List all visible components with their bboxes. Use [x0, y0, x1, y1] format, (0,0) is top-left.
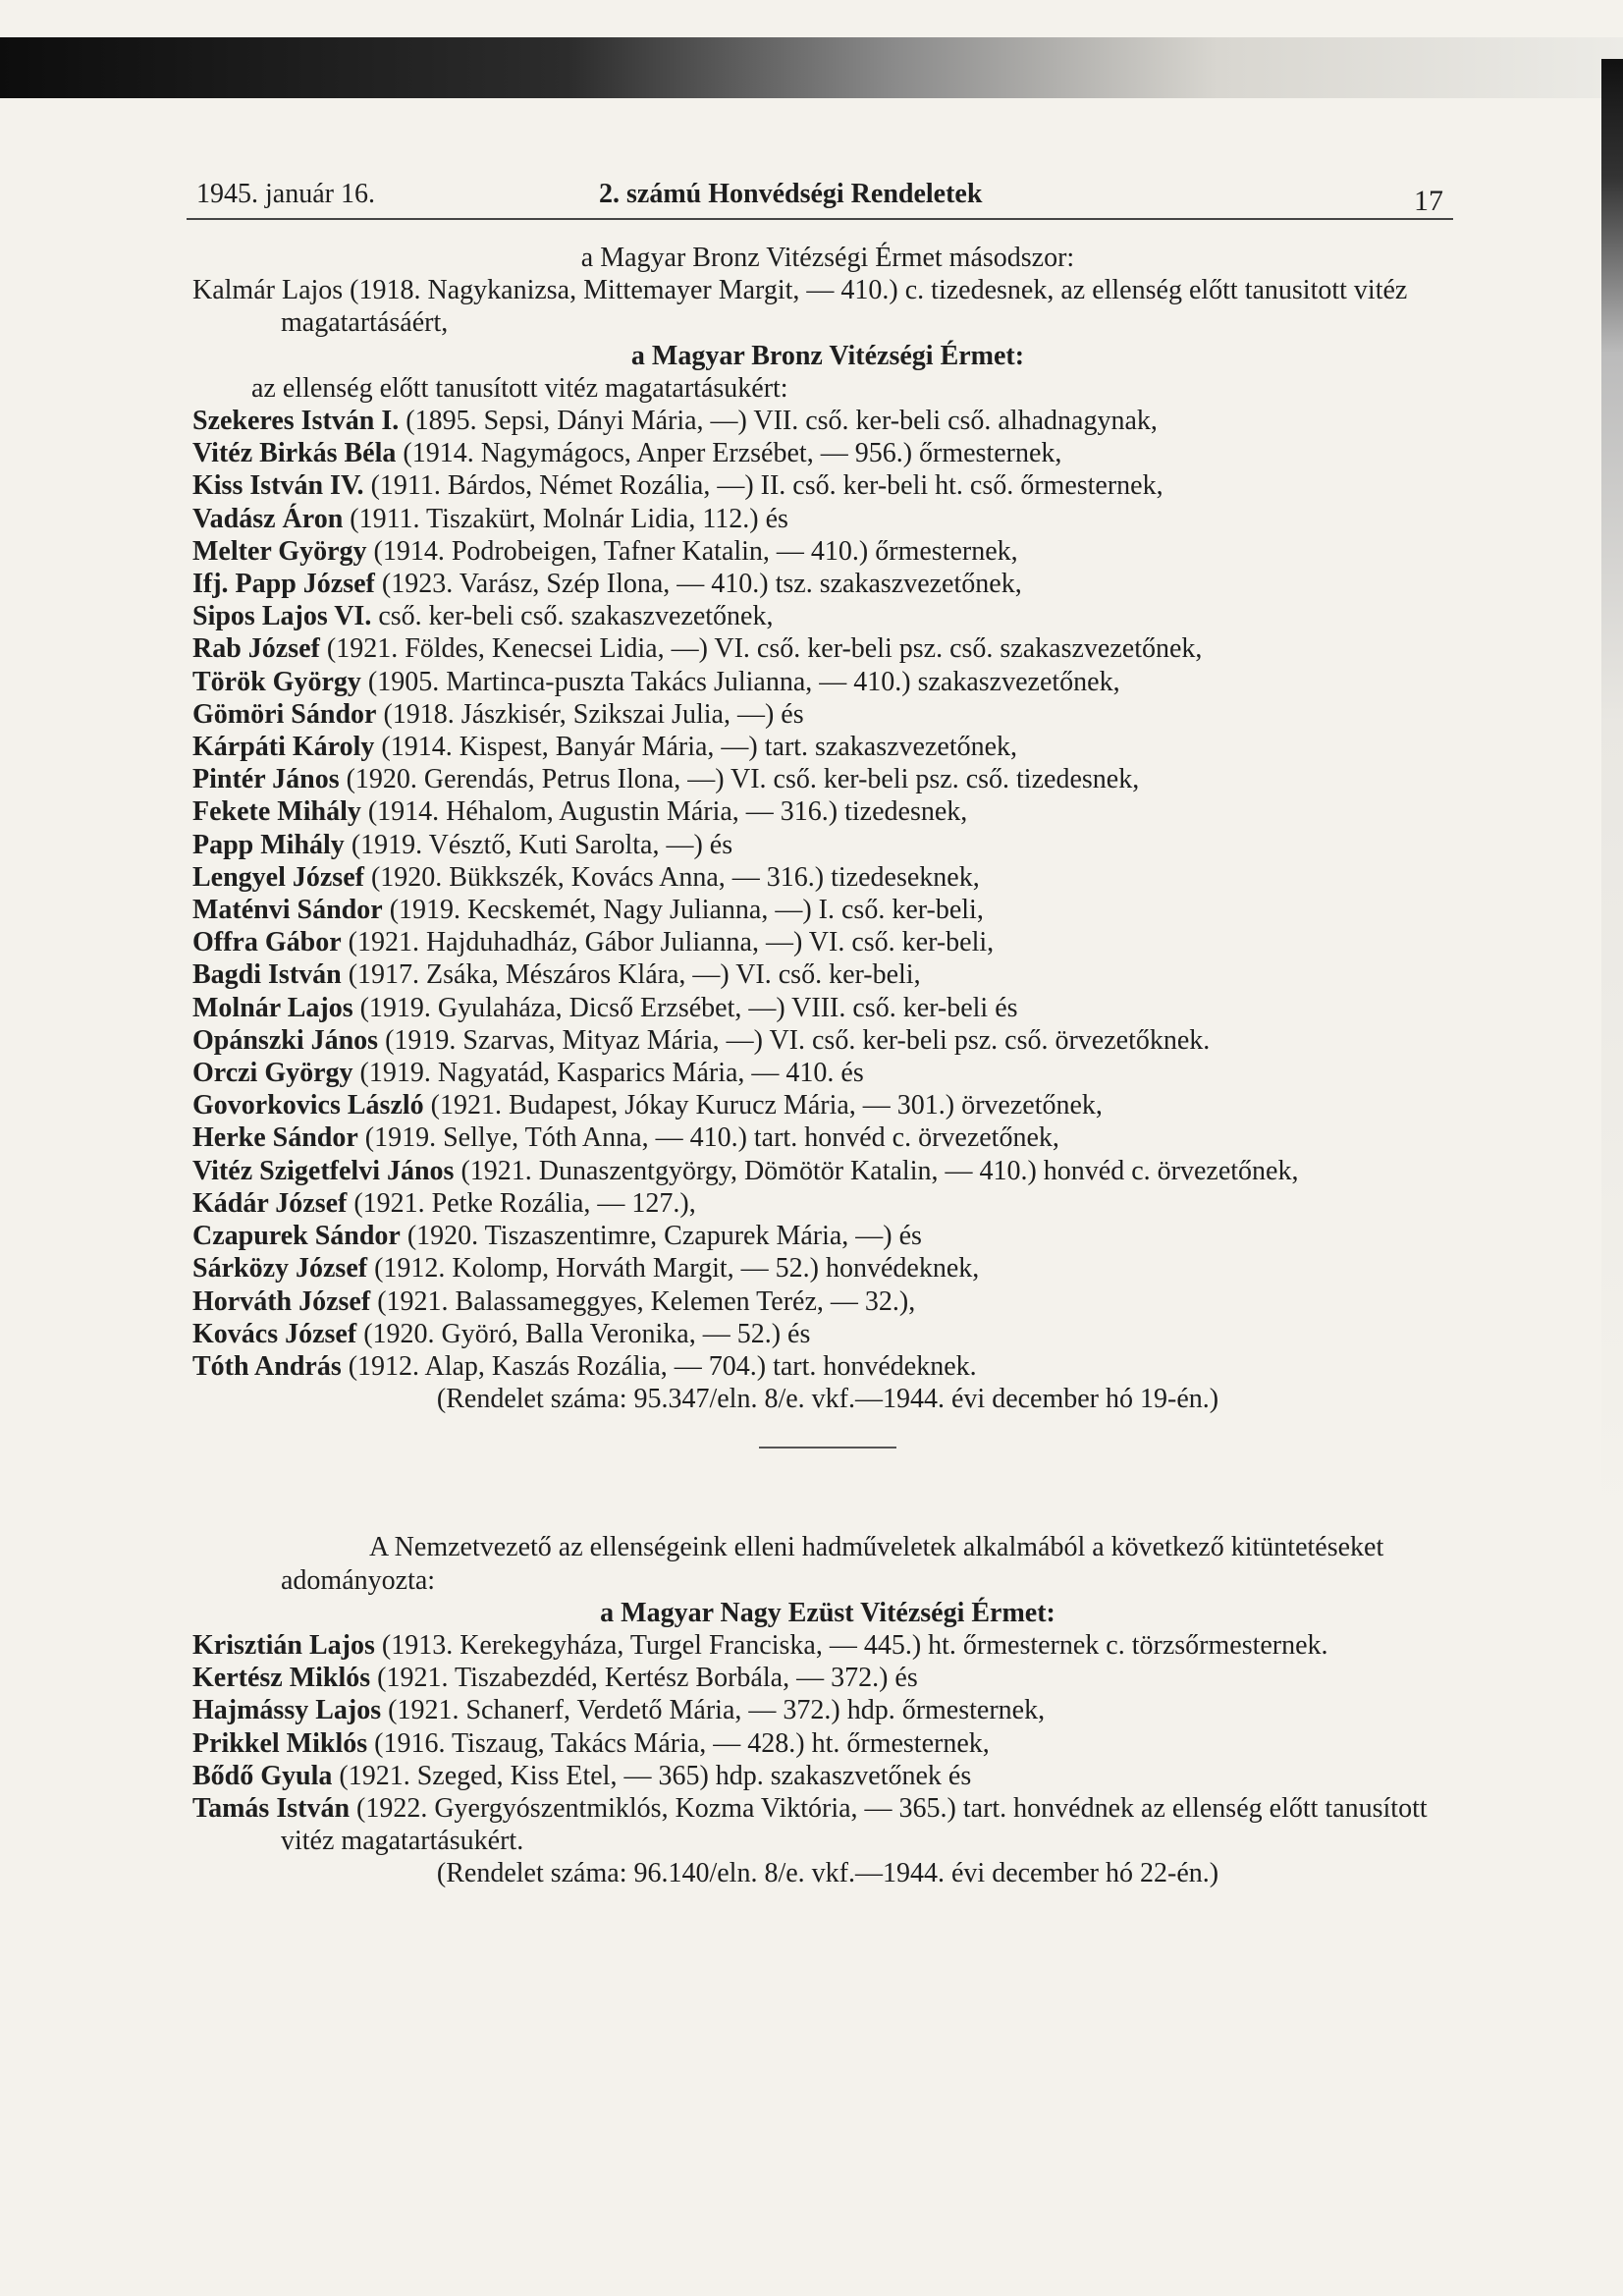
- recipient-name: Kovács József: [192, 1318, 357, 1349]
- award-entry: [192, 829, 1463, 861]
- header-title: 2. számú Honvédségi Rendeletek: [599, 179, 983, 209]
- award-entry: [192, 1220, 1463, 1252]
- recipient-details: (1911. Bárdos, Német Rozália, —) II. cső. ker-beli ht. cső. őrmesternek,: [363, 470, 1163, 502]
- recipient-details: (1918. Jászkisér, Szikszai Julia, —) és: [376, 698, 804, 730]
- award-entry: [192, 1057, 1463, 1089]
- recipient-name: Sipos Lajos VI.: [192, 601, 372, 632]
- recipient-details: (1919. Vésztő, Kuti Sarolta, —) és: [344, 829, 733, 860]
- section-heading-bronze: a Magyar Bronz Vitézségi Érmet:: [630, 340, 1025, 371]
- recipient-details: (1919. Kecskemét, Nagy Julianna, —) I. cső. ker-beli,: [382, 895, 984, 926]
- section-divider: [759, 1447, 896, 1449]
- recipient-name: Kalmár Lajos: [192, 275, 344, 306]
- recipient-name: Melter György: [192, 535, 367, 567]
- recipient-name: Molnár Lajos: [192, 992, 353, 1023]
- recipient-name: Prikkel Miklós: [192, 1727, 368, 1759]
- award-entry: [192, 795, 1463, 828]
- header-date: 1945. január 16.: [196, 179, 375, 209]
- recipient-details: (1921. Petke Rozália, — 127.),: [347, 1187, 696, 1219]
- recipient-name: Bagdi István: [192, 959, 342, 991]
- recipient-name: Gömöri Sándor: [192, 698, 377, 730]
- recipient-details: (1920. Tiszaszentimre, Czapurek Mária, —) és: [400, 1221, 922, 1252]
- award-entry: [192, 1350, 1463, 1383]
- award-entry: [192, 894, 1463, 926]
- recipient-details: (1920. Bükkszék, Kovács Anna, — 316.) tizedeseknek,: [363, 861, 980, 893]
- award-entry: [192, 666, 1463, 698]
- recipient-name: Kárpáti Károly: [192, 732, 375, 763]
- award-entry: [192, 600, 1463, 632]
- scan-artifact-top: [0, 37, 1623, 98]
- recipient-details: (1917. Zsáka, Mészáros Klára, —) VI. cső. ker-beli,: [341, 959, 921, 991]
- recipient-details: (1921. Földes, Kenecsei Lidia, —) VI. cső. ker-beli psz. cső. szakaszvezetőnek,: [319, 633, 1203, 665]
- recipient-details: (1922. Gyergyószentmiklós, Kozma Viktória, — 365.) tart. honvédnek az ellenség előtt tanusított vitéz magatartásukért.: [281, 1792, 1428, 1857]
- award-entry: [192, 992, 1463, 1024]
- award-entry: [192, 926, 1463, 958]
- recipient-details: (1921. Tiszabezdéd, Kertész Borbála, — 372.) és: [370, 1663, 918, 1694]
- recipient-name: Ifj. Papp József: [192, 569, 375, 600]
- recipient-name: Tamás István: [192, 1792, 351, 1824]
- award-announcement: A Nemzetvezető az ellenségeink elleni hadműveletek alkalmából a következő kitüntetéseket adományozta:: [281, 1532, 1384, 1596]
- recipient-name: Orczi György: [192, 1058, 353, 1089]
- recipient-details: (1919. Gyulaháza, Dicső Erzsébet, —) VIII. cső. ker-beli és: [352, 992, 1018, 1023]
- award-entry: [192, 568, 1463, 600]
- recipient-details: (1920. Györó, Balla Veronika, — 52.) és: [356, 1318, 811, 1349]
- recipient-name: Vitéz Szigetfelvi János: [192, 1155, 455, 1186]
- recipient-details: (1920. Gerendás, Petrus Ilona, —) VI. cső. ker-beli psz. cső. tizedesnek,: [339, 764, 1140, 795]
- award-entry: [192, 1662, 1463, 1694]
- recipient-name: Bődő Gyula: [192, 1760, 333, 1791]
- recipient-name: Vitéz Birkás Béla: [192, 438, 397, 469]
- section-intro: az ellenség előtt tanusított vitéz magatartásukért:: [251, 372, 788, 404]
- award-entry: [192, 1089, 1463, 1121]
- award-entry: [192, 958, 1463, 991]
- recipient-name: Török György: [192, 666, 361, 697]
- recipient-name: Sárközy József: [192, 1253, 368, 1285]
- recipient-details: (1921. Hajduhadház, Gábor Julianna, —) VI. cső. ker-beli,: [341, 927, 995, 958]
- recipient-name: Lengyel József: [192, 861, 364, 893]
- recipient-name: Krisztián Lajos: [192, 1629, 375, 1661]
- decree-reference: (Rendelet száma: 96.140/eln. 8/e. vkf.—1944. évi december hó 22-én.): [436, 1858, 1219, 1889]
- recipient-details: (1921. Schanerf, Verdető Mária, — 372.) hdp. őrmesternek,: [381, 1695, 1046, 1726]
- recipient-details: (1919. Sellye, Tóth Anna, — 410.) tart. honvéd c. örvezetőnek,: [357, 1122, 1059, 1154]
- award-entry: [192, 437, 1463, 469]
- award-entry: [192, 469, 1463, 502]
- award-entry: [192, 1318, 1463, 1350]
- recipient-name: Czapurek Sándor: [192, 1221, 401, 1252]
- recipient-details: (1913. Kerekegyháza, Turgel Franciska, — 445.) ht. őrmesternek c. törzsőrmesternek.: [374, 1629, 1328, 1661]
- recipient-name: Rab József: [192, 633, 320, 665]
- recipient-details: (1914. Nagymágocs, Anper Erzsébet, — 956.) őrmesternek,: [396, 438, 1062, 469]
- recipient-details: (1923. Varász, Szép Ilona, — 410.) tsz. szakaszvezetőnek,: [374, 569, 1022, 600]
- award-entry: [192, 1792, 1463, 1857]
- award-entry: [192, 763, 1463, 795]
- section-heading-bronze-second: a Magyar Bronz Vitézségi Érmet másodszor:: [580, 243, 1075, 273]
- recipient-details: (1918. Nagykanizsa, Mittemayer Margit, — 410.) c. tizedesnek, az ellenség előtt tanusitott vitéz magatartásáért,: [281, 275, 1408, 339]
- award-entry: [192, 1121, 1463, 1154]
- recipient-details: (1919. Nagyatád, Kasparics Mária, — 410. és: [352, 1058, 864, 1089]
- recipient-name: Vadász Áron: [192, 503, 344, 534]
- scan-artifact-right-edge: [1601, 59, 1623, 1532]
- decree-reference: (Rendelet száma: 95.347/eln. 8/e. vkf.—1944. évi december hó 19-én.): [436, 1384, 1219, 1415]
- award-entry: [192, 1252, 1463, 1285]
- recipient-name: Govorkovics László: [192, 1090, 424, 1121]
- award-entry: [192, 1285, 1463, 1318]
- award-entry: [192, 535, 1463, 568]
- award-entry: [192, 1694, 1463, 1726]
- recipient-name: Herke Sándor: [192, 1122, 358, 1154]
- silver-recipient-list: [192, 1629, 1463, 1857]
- recipient-name: Maténvi Sándor: [192, 895, 383, 926]
- award-entry: [192, 1024, 1463, 1057]
- award-entry: [192, 1727, 1463, 1760]
- recipient-details: (1912. Kolomp, Horváth Margit, — 52.) honvédeknek,: [367, 1253, 980, 1285]
- page-number: 17: [1414, 185, 1443, 217]
- recipient-details: (1914. Podrobeigen, Tafner Katalin, — 410.) őrmesternek,: [366, 535, 1018, 567]
- award-entry: [192, 731, 1463, 763]
- bronze-recipient-list: [192, 405, 1463, 1383]
- award-entry: [192, 1760, 1463, 1792]
- recipient-name: Kertész Miklós: [192, 1663, 371, 1694]
- award-entry: [192, 1187, 1463, 1220]
- recipient-details: (1919. Szarvas, Mityaz Mária, —) VI. cső. ker-beli psz. cső. örvezetőknek.: [378, 1024, 1211, 1056]
- recipient-name: Horváth József: [192, 1285, 371, 1317]
- award-entry: [192, 698, 1463, 731]
- award-entry: [192, 405, 1463, 437]
- award-entry: [192, 632, 1463, 665]
- recipient-details: (1911. Tiszakürt, Molnár Lidia, 112.) és: [343, 503, 788, 534]
- recipient-details: (1916. Tiszaug, Takács Mária, — 428.) ht. őrmesternek,: [367, 1727, 990, 1759]
- award-entry: [192, 861, 1463, 894]
- award-entry: [192, 1155, 1463, 1187]
- recipient-details: (1914. Kispest, Banyár Mária, —) tart. szakaszvezetőnek,: [374, 732, 1018, 763]
- recipient-name: Kiss István IV.: [192, 470, 364, 502]
- award-entry: [192, 1629, 1463, 1662]
- recipient-details: (1921. Balassameggyes, Kelemen Teréz, — 32.),: [370, 1285, 916, 1317]
- recipient-name: Papp Mihály: [192, 829, 345, 860]
- award-entry: [192, 503, 1463, 535]
- recipient-details: (1921. Budapest, Jókay Kurucz Mária, — 301.) örvezetőnek,: [423, 1090, 1103, 1121]
- recipient-name: Hajmássy Lajos: [192, 1695, 382, 1726]
- recipient-details: cső. ker-beli cső. szakaszvezetőnek,: [371, 601, 774, 632]
- recipient-name: Kádár József: [192, 1187, 348, 1219]
- recipient-name: Szekeres István I.: [192, 406, 400, 437]
- document-body: [192, 242, 1463, 1890]
- section-heading-silver: a Magyar Nagy Ezüst Vitézségi Érmet:: [600, 1597, 1055, 1628]
- page-header: [187, 173, 1453, 220]
- recipient-details: (1895. Sepsi, Dányi Mária, —) VII. cső. ker-beli cső. alhadnagynak,: [399, 406, 1158, 437]
- recipient-details: (1921. Szeged, Kiss Etel, — 365) hdp. szakaszvetőnek és: [332, 1760, 972, 1791]
- award-entry: [192, 274, 1463, 339]
- recipient-details: (1905. Martinca-puszta Takács Julianna, — 410.) szakaszvezetőnek,: [360, 666, 1120, 697]
- recipient-name: Opánszki János: [192, 1024, 379, 1056]
- recipient-name: Pintér János: [192, 764, 340, 795]
- recipient-details: (1912. Alap, Kaszás Rozália, — 704.) tart. honvédeknek.: [341, 1350, 977, 1382]
- recipient-name: Offra Gábor: [192, 927, 342, 958]
- recipient-name: Fekete Mihály: [192, 796, 361, 828]
- recipient-details: (1921. Dunaszentgyörgy, Dömötör Katalin, — 410.) honvéd c. örvezetőnek,: [454, 1155, 1299, 1186]
- recipient-details: (1914. Héhalom, Augustin Mária, — 316.) tizedesnek,: [360, 796, 968, 828]
- recipient-name: Tóth András: [192, 1350, 342, 1382]
